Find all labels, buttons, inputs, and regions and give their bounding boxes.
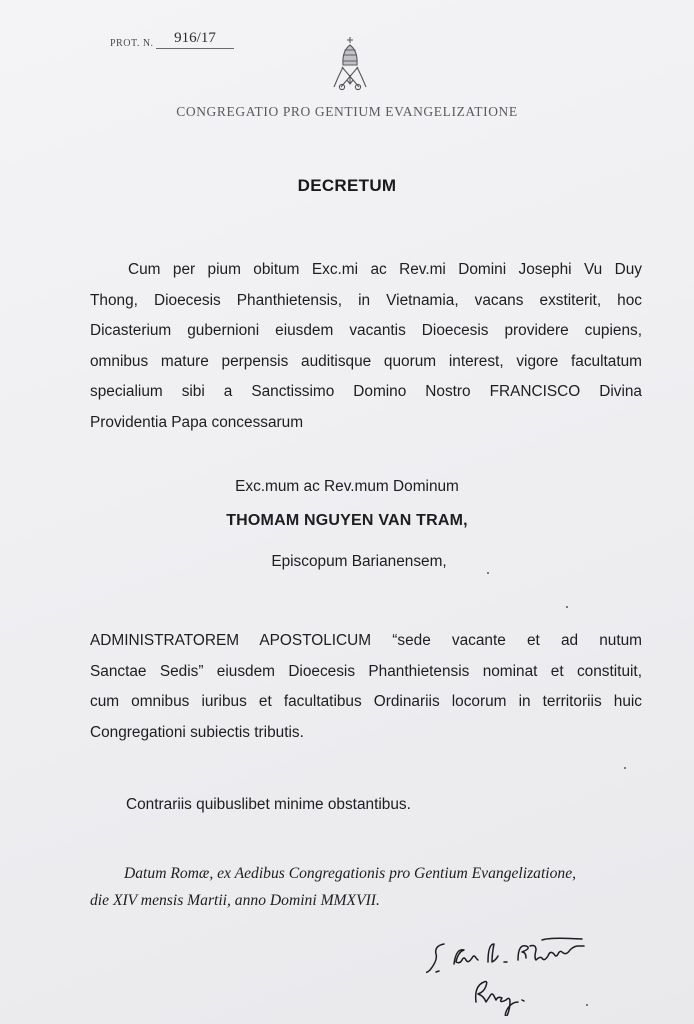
opening-paragraph: [90, 255, 642, 439]
paragraph-line: Congregationi subiectis tributis.: [90, 723, 304, 741]
appointee-salutation: Exc.mum ac Rev.mum Dominum: [235, 478, 459, 495]
datum-clause: [90, 860, 644, 914]
paragraph-line: specialium sibi a Sanctissimo Domino Nostro FRANCISCO Divina: [90, 383, 642, 401]
paper-speck: [586, 1004, 588, 1006]
datum-line: Datum Romæ, ex Aedibus Congregationis pro Gentium Evangelizatione,: [124, 865, 577, 882]
congregation-name: CONGREGATIO PRO GENTIUM EVANGELIZATIONE: [176, 104, 518, 119]
paragraph-line: Providentia Papa concessarum: [90, 413, 304, 431]
paragraph-line: omnibus mature perpensis auditisque quorum interest, vigore facultatum: [90, 352, 642, 370]
paper-speck: [566, 606, 568, 608]
prot-number-value: 916/17: [156, 30, 234, 49]
papal-crest-icon: [330, 35, 370, 95]
appointment-paragraph: [90, 626, 642, 748]
prot-label: PROT. N.: [110, 38, 154, 49]
paragraph-line: Sanctae Sedis” eiusdem Dioecesis Phanthietensis nominat et constituit,: [90, 662, 642, 680]
paragraph-line: cum omnibus iuribus et facultatibus Ordinariis locorum in territoriis huic: [90, 693, 642, 711]
decree-title: DECRETUM: [297, 176, 397, 195]
paragraph-line: Thong, Dioecesis Phanthietensis, in Vietnamia, vacans exstiterit, hoc: [90, 291, 642, 309]
paragraph-line: Cum per pium obitum Exc.mi ac Rev.mi Domini Josephi Vu Duy: [128, 261, 642, 278]
paragraph-line: Dicasterium gubernioni eiusdem vacantis Dioecesis providere cupiens,: [90, 322, 642, 340]
appointee-name: THOMAM NGUYEN VAN TRAM,: [226, 512, 468, 529]
paper-speck: [487, 572, 489, 574]
paragraph-line: ADMINISTRATOREM APOSTOLICUM “sede vacante et ad nutum: [90, 632, 642, 649]
contrariis-clause: Contrariis quibuslibet minime obstantibus.: [126, 796, 411, 813]
datum-line: die XIV mensis Martii, anno Domini MMXVII.: [90, 892, 380, 909]
appointee-title: Episcopum Barianensem,: [271, 553, 447, 570]
paper-speck: [624, 767, 626, 769]
